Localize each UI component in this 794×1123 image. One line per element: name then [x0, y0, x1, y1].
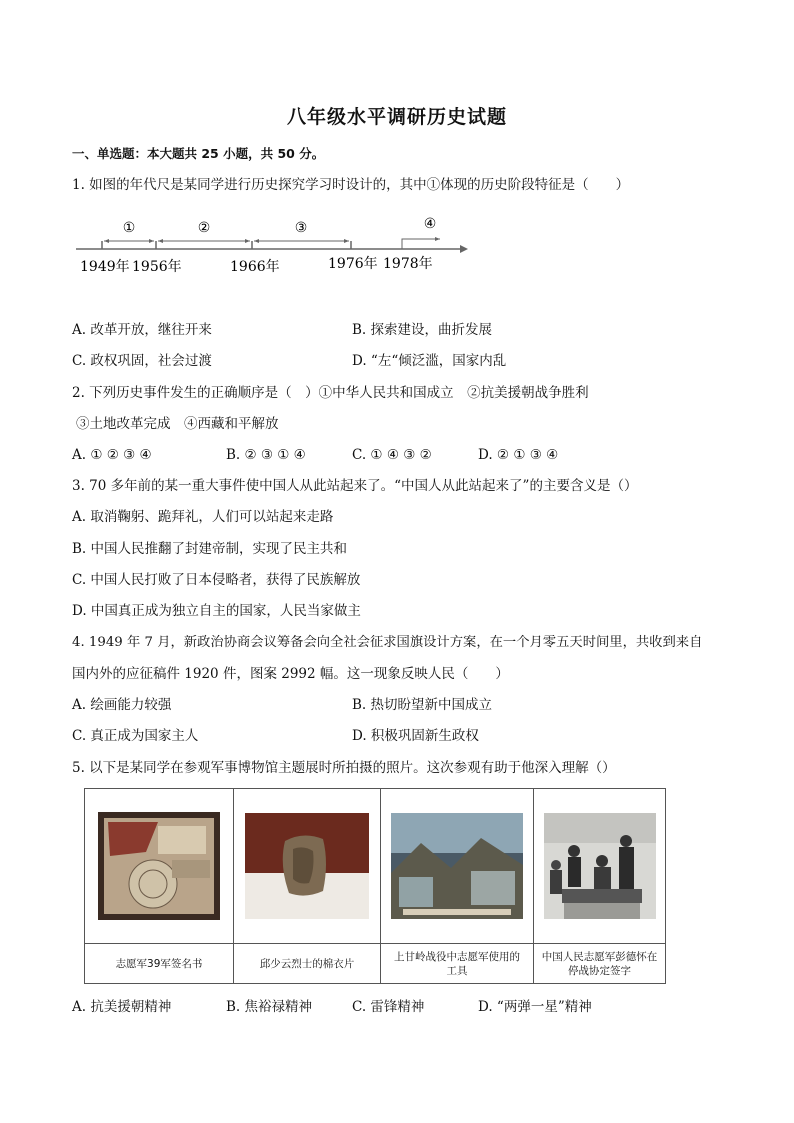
- q3-stem: 3. 70 多年前的某一重大事件使中国人从此站起来了。“中国人从此站起来了”的主要含义是（）: [72, 478, 638, 494]
- photo-cell-4: [534, 789, 666, 944]
- timeline-figure: [72, 208, 472, 278]
- q3-option-c: C. 中国人民打败了日本侵略者，获得了民族解放: [72, 572, 361, 588]
- q2-stem-continued: ③土地改革完成 ④西藏和平解放: [76, 416, 279, 432]
- q2-option-b: B. ② ③ ① ④: [226, 447, 306, 463]
- year-label-1956: 1956年: [132, 259, 182, 275]
- q1-option-b: B. 探索建设，曲折发展: [352, 322, 493, 338]
- photo-table: [84, 788, 666, 984]
- q5-option-a: A. 抗美援朝精神: [72, 999, 172, 1015]
- q3-option-a: A. 取消鞠躬、跪拜礼，人们可以站起来走路: [72, 509, 334, 525]
- q5-option-d: D. “两弹一星”精神: [478, 999, 592, 1015]
- period-label-1: ①: [122, 220, 136, 236]
- q4-stem-continued: 国内外的应征稿件 1920 件，图案 2992 幅。这一现象反映人民（ ）: [72, 666, 509, 682]
- q3-option-d: D. 中国真正成为独立自主的国家，人民当家做主: [72, 603, 361, 619]
- year-label-1966: 1966年: [230, 259, 280, 275]
- timeline-arrowhead: [460, 245, 468, 253]
- period-label-3: ③: [294, 220, 308, 236]
- photo-cell-1: [85, 789, 234, 944]
- year-label-1978: 1978年: [383, 256, 433, 272]
- q5-option-b: B. 焦裕禄精神: [226, 999, 313, 1015]
- caption-3: 上甘岭战役中志愿军使用的工具: [381, 944, 534, 984]
- q4-option-c: C. 真正成为国家主人: [72, 728, 199, 744]
- q4-option-d: D. 积极巩固新生政权: [352, 728, 479, 744]
- cotton-jacket-photo: [245, 813, 369, 919]
- q2-option-c: C. ① ④ ③ ②: [352, 447, 432, 463]
- battle-tools-photo: [391, 813, 523, 919]
- q4-stem: 4. 1949 年 7 月，新政治协商会议筹备会向全社会征求国旗设计方案，在一个月零五天时间里，共收到来自: [72, 635, 703, 650]
- period-4-arrow: [402, 239, 440, 249]
- q2-stem: 2. 下列历史事件发生的正确顺序是（ ）①中华人民共和国成立 ②抗美援朝战争胜利: [72, 385, 589, 401]
- year-label-1976: 1976年: [328, 256, 378, 272]
- q1-option-c: C. 政权巩固，社会过渡: [72, 353, 212, 369]
- page-title: 八年级水平调研历史试题: [286, 106, 507, 128]
- q1-option-a: A. 改革开放，继往开来: [72, 322, 212, 338]
- q2-option-d: D. ② ① ③ ④: [478, 447, 559, 463]
- q4-option-a: A. 绘画能力较强: [72, 697, 172, 713]
- signature-book-photo: [98, 812, 220, 920]
- caption-4: 中国人民志愿军彭德怀在停战协定签字: [534, 944, 666, 984]
- q2-option-a: A. ① ② ③ ④: [72, 447, 152, 463]
- caption-2: 邱少云烈士的棉衣片: [234, 944, 381, 984]
- section-heading: 一、单选题：本大题共 25 小题，共 50 分。: [72, 146, 325, 161]
- q3-option-b: B. 中国人民推翻了封建帝制，实现了民主共和: [72, 541, 348, 557]
- caption-1: 志愿军39军签名书: [85, 944, 234, 984]
- year-label-1949: 1949年: [80, 259, 130, 275]
- period-label-2: ②: [197, 220, 211, 236]
- q1-stem: 1. 如图的年代尺是某同学进行历史探究学习时设计的，其中①体现的历史阶段特征是（ ）: [72, 177, 630, 193]
- q5-option-c: C. 雷锋精神: [352, 999, 425, 1015]
- q1-option-d: D. “左“倾泛滥，国家内乱: [352, 353, 507, 369]
- q4-option-b: B. 热切盼望新中国成立: [352, 697, 493, 713]
- q5-stem: 5. 以下是某同学在参观军事博物馆主题展时所拍摄的照片。这次参观有助于他深入理解（）: [72, 760, 616, 776]
- photo-cell-3: [381, 789, 534, 944]
- armistice-signing-photo: [544, 813, 656, 919]
- period-label-4: ④: [423, 216, 437, 232]
- photo-cell-2: [234, 789, 381, 944]
